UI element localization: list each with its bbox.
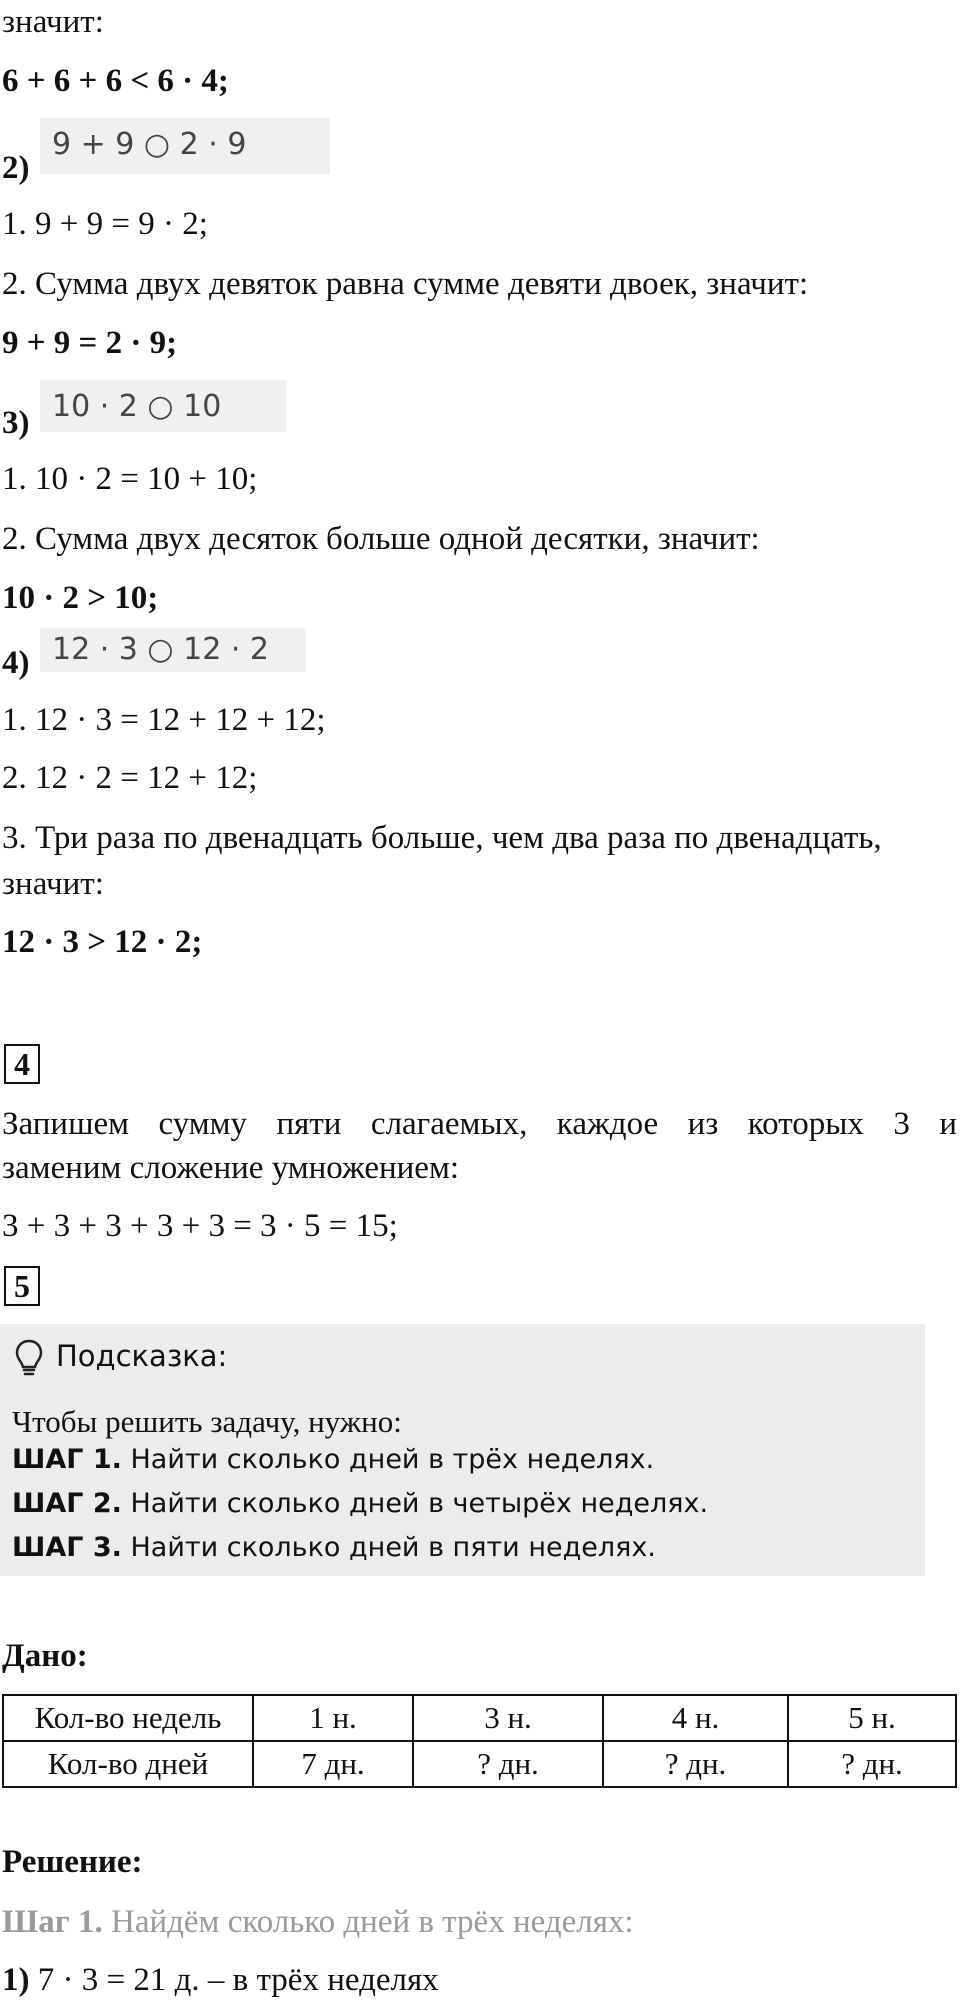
item-number: 3) bbox=[2, 405, 30, 441]
text-line: 3. Три раза по двенадцать больше, чем два раза по двенадцать, bbox=[2, 820, 882, 856]
hint-intro: Чтобы решить задачу, нужно: bbox=[12, 1404, 402, 1439]
hint-title: Подсказка: bbox=[56, 1339, 228, 1373]
step-text: Найдём сколько дней в трёх неделях: bbox=[110, 1904, 634, 1940]
answer-line: 10 · 2 > 10; bbox=[2, 580, 159, 616]
task-number-box: 5 bbox=[4, 1266, 40, 1306]
expression-image: 10 · 2 ○ 10 bbox=[40, 380, 286, 432]
table-cell: 7 дн. bbox=[253, 1741, 413, 1787]
solution-number: 1) bbox=[2, 1962, 30, 1998]
table-cell: 4 н. bbox=[603, 1695, 788, 1741]
text-line: 1. 12 · 3 = 12 + 12 + 12; bbox=[2, 702, 326, 738]
answer-line: 12 · 3 > 12 · 2; bbox=[2, 924, 203, 960]
hint-step-label: ШАГ 3. bbox=[12, 1532, 122, 1563]
hint-step-text: Найти сколько дней в пяти неделях. bbox=[130, 1532, 656, 1563]
hint-step-text: Найти сколько дней в четырёх неделях. bbox=[130, 1488, 709, 1519]
text-line: 1. 9 + 9 = 9 · 2; bbox=[2, 206, 208, 242]
hint-step-text: Найти сколько дней в трёх неделях. bbox=[130, 1444, 655, 1475]
solution-line bbox=[2, 1960, 439, 2000]
table-cell: ? дн. bbox=[603, 1741, 788, 1787]
hint-step-label: ШАГ 1. bbox=[12, 1444, 122, 1475]
table-cell: 1 н. bbox=[253, 1695, 413, 1741]
hint-step-label: ШАГ 2. bbox=[12, 1488, 122, 1519]
item-number: 2) bbox=[2, 150, 30, 186]
text-line: 2. Сумма двух девяток равна сумме девяти двоек, значит: bbox=[2, 266, 809, 302]
table-cell: 5 н. bbox=[788, 1695, 956, 1741]
text-line: 2. Сумма двух десяток больше одной десятки, значит: bbox=[2, 521, 760, 557]
task-text: заменим сложение умножением: bbox=[2, 1150, 460, 1186]
solution-label: Решение: bbox=[2, 1844, 143, 1880]
answer-line: 9 + 9 = 2 · 9; bbox=[2, 325, 178, 361]
hint-step bbox=[12, 1484, 708, 1524]
task-text: Запишем сумму пяти слагаемых, каждое из которых 3 и bbox=[2, 1106, 957, 1142]
table-cell: ? дн. bbox=[413, 1741, 603, 1787]
item-number: 4) bbox=[2, 645, 30, 681]
hint-step bbox=[12, 1440, 654, 1480]
answer-line: 6 + 6 + 6 < 6 · 4; bbox=[2, 63, 229, 99]
text-line: 2. 12 · 2 = 12 + 12; bbox=[2, 760, 258, 796]
given-table bbox=[2, 1694, 957, 1788]
step-heading bbox=[2, 1902, 634, 1942]
hint-step bbox=[12, 1528, 656, 1568]
expression-image: 9 + 9 ○ 2 · 9 bbox=[40, 118, 330, 174]
expression-image: 12 · 3 ○ 12 · 2 bbox=[40, 628, 306, 672]
text-line: значит: bbox=[2, 4, 104, 40]
table-row bbox=[3, 1695, 956, 1741]
table-cell: Кол-во дней bbox=[3, 1741, 253, 1787]
step-label: Шаг 1. bbox=[2, 1904, 103, 1940]
given-label: Дано: bbox=[2, 1638, 88, 1674]
hint-box bbox=[0, 1324, 925, 1576]
text-line: значит: bbox=[2, 866, 104, 902]
table-row bbox=[3, 1741, 956, 1787]
table-cell: ? дн. bbox=[788, 1741, 956, 1787]
solution-text: 7 · 3 = 21 д. – в трёх неделях bbox=[37, 1962, 439, 1998]
equation-line: 3 + 3 + 3 + 3 + 3 = 3 · 5 = 15; bbox=[2, 1208, 398, 1244]
text-line: 1. 10 · 2 = 10 + 10; bbox=[2, 461, 258, 497]
lightbulb-icon bbox=[14, 1338, 44, 1383]
task-number-box: 4 bbox=[4, 1044, 40, 1084]
table-cell: 3 н. bbox=[413, 1695, 603, 1741]
table-cell: Кол-во недель bbox=[3, 1695, 253, 1741]
